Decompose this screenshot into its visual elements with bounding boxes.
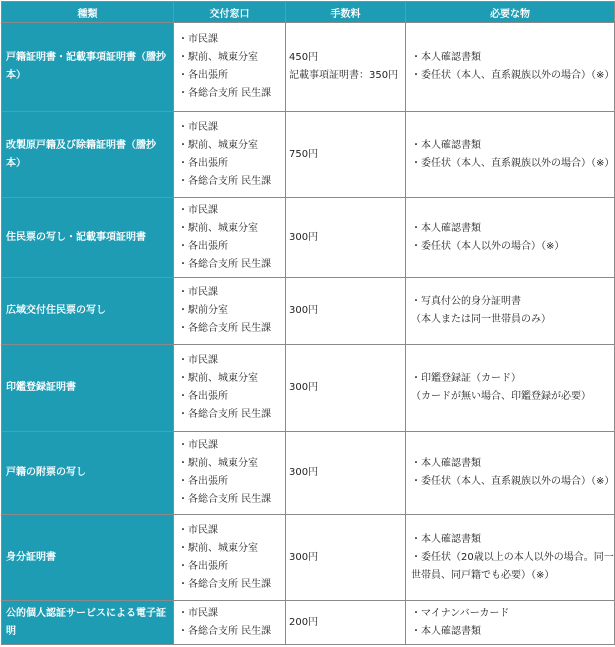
row-window <box>174 198 286 278</box>
row-required <box>406 112 615 198</box>
window-item: ・各出張所 <box>178 560 228 572</box>
table-row <box>2 432 615 515</box>
required-item: ・委任状（本人以外の場合）（※） <box>411 240 565 252</box>
table-row <box>2 112 615 198</box>
row-kind: 広域交付住民票の写し <box>2 278 174 345</box>
row-kind: 住民票の写し・記載事項証明書 <box>2 198 174 278</box>
certificate-fee-table <box>1 1 615 645</box>
window-item: ・各総合支所 民生課 <box>178 175 272 187</box>
window-item: ・各出張所 <box>178 157 228 169</box>
window-item: ・市民課 <box>178 204 218 216</box>
header-window: 交付窓口 <box>174 2 286 23</box>
row-fee <box>286 23 406 112</box>
window-item: ・各出張所 <box>178 240 228 252</box>
header-fee: 手数料 <box>286 2 406 23</box>
window-item: ・駅前、城東分室 <box>178 52 258 63</box>
table-header-row <box>2 2 615 23</box>
required-item: ・委任状（本人、直系親族以外の場合）（※） <box>411 70 615 81</box>
row-window <box>174 601 286 645</box>
fee-value: 300円 <box>289 382 319 393</box>
fee-value: 750円 <box>289 148 319 160</box>
window-item: ・駅前、城東分室 <box>178 139 258 151</box>
table-row <box>2 23 615 112</box>
header-required: 必要な物 <box>406 2 615 23</box>
required-item: （カードが無い場合、印鑑登録が必要） <box>411 391 591 402</box>
fee-value: 450円 <box>289 52 319 63</box>
required-item: ・マイナンバーカード <box>411 607 510 619</box>
fee-value: 300円 <box>289 551 319 563</box>
fee-value: 300円 <box>289 467 319 478</box>
window-item: ・駅前、城東分室 <box>178 222 258 234</box>
required-item: ・写真付公的身分証明書 <box>411 296 521 307</box>
row-required <box>406 278 615 345</box>
required-item: ・委任状（20歳以上の本人以外の場合。同一世帯員、同戸籍でも必要）（※） <box>411 551 614 581</box>
row-kind: 公的個人認証サービスによる電子証明 <box>2 601 174 645</box>
window-item: ・市民課 <box>178 607 218 619</box>
row-window <box>174 23 286 112</box>
row-kind: 身分証明書 <box>2 515 174 601</box>
fee-value: 300円 <box>289 231 319 243</box>
window-item: ・駅前、城東分室 <box>178 458 258 469</box>
row-kind: 戸籍の附票の写し <box>2 432 174 515</box>
window-item: ・駅前、城東分室 <box>178 542 258 554</box>
required-item: ・本人確認書類 <box>411 222 481 234</box>
row-fee <box>286 601 406 645</box>
window-item: ・各出張所 <box>178 391 228 402</box>
row-required <box>406 515 615 601</box>
window-item: ・各総合支所 民生課 <box>178 578 272 590</box>
row-fee <box>286 515 406 601</box>
window-item: ・各総合支所 民生課 <box>178 494 272 505</box>
row-required <box>406 432 615 515</box>
row-fee <box>286 198 406 278</box>
window-item: ・各総合支所 民生課 <box>178 323 272 334</box>
window-item: ・各総合支所 民生課 <box>178 88 272 99</box>
fee-value: 記載事項証明書：350円 <box>289 70 399 81</box>
row-fee <box>286 345 406 432</box>
window-item: ・市民課 <box>178 287 218 298</box>
row-required <box>406 198 615 278</box>
window-item: ・市民課 <box>178 121 218 133</box>
required-item: ・本人確認書類 <box>411 52 481 63</box>
row-window <box>174 345 286 432</box>
window-item: ・駅前、城東分室 <box>178 373 258 384</box>
required-item: ・印鑑登録証（カード） <box>411 373 521 384</box>
fee-value: 300円 <box>289 305 319 316</box>
fee-value: 200円 <box>289 616 319 628</box>
table-row <box>2 345 615 432</box>
table-row <box>2 278 615 345</box>
row-kind: 戸籍証明書・記載事項証明書（謄抄本） <box>2 23 174 112</box>
window-item: ・各出張所 <box>178 70 228 81</box>
row-fee <box>286 112 406 198</box>
header-kind: 種類 <box>2 2 174 23</box>
window-item: ・駅前分室 <box>178 305 228 316</box>
required-item: ・本人確認書類 <box>411 533 481 545</box>
row-required <box>406 345 615 432</box>
window-item: ・各総合支所 民生課 <box>178 258 272 270</box>
required-item: ・本人確認書類 <box>411 458 481 469</box>
window-item: ・市民課 <box>178 440 218 451</box>
window-item: ・各出張所 <box>178 476 228 487</box>
row-fee <box>286 432 406 515</box>
row-kind: 印鑑登録証明書 <box>2 345 174 432</box>
window-item: ・各総合支所 民生課 <box>178 625 272 637</box>
row-window <box>174 515 286 601</box>
table-row <box>2 601 615 645</box>
required-item: ・委任状（本人、直系親族以外の場合）（※） <box>411 476 615 487</box>
row-kind: 改製原戸籍及び除籍証明書（謄抄本） <box>2 112 174 198</box>
table-row <box>2 198 615 278</box>
required-item: ・本人確認書類 <box>411 625 481 637</box>
window-item: ・市民課 <box>178 524 218 536</box>
row-fee <box>286 278 406 345</box>
row-window <box>174 278 286 345</box>
row-required <box>406 601 615 645</box>
window-item: ・市民課 <box>178 355 218 366</box>
required-item: （本人または同一世帯員のみ） <box>411 314 551 325</box>
row-window <box>174 432 286 515</box>
required-item: ・本人確認書類 <box>411 139 481 151</box>
window-item: ・市民課 <box>178 34 218 45</box>
row-required <box>406 23 615 112</box>
required-item: ・委任状（本人、直系親族以外の場合）（※） <box>411 157 615 169</box>
table-row <box>2 515 615 601</box>
window-item: ・各総合支所 民生課 <box>178 409 272 420</box>
row-window <box>174 112 286 198</box>
